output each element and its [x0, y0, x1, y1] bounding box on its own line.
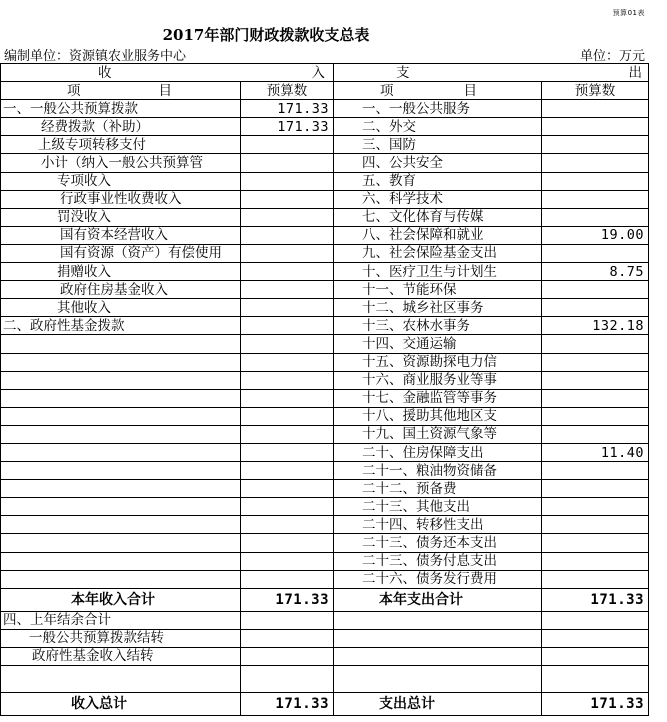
expense-grand-total: 171.33 — [542, 693, 649, 716]
empty-cell — [542, 629, 649, 647]
table-row — [1, 335, 649, 353]
expense-amount — [542, 516, 649, 534]
expense-item: 十七、金融监管等事务 — [334, 389, 542, 407]
carryover-total: 四、上年结余合计 — [1, 611, 241, 629]
expense-item: 五、教育 — [334, 172, 542, 190]
table-row — [1, 425, 649, 443]
expense-amount: 132.18 — [542, 317, 649, 335]
income-item — [1, 425, 241, 443]
income-amount: 171.33 — [241, 100, 334, 118]
income-amount — [241, 389, 334, 407]
table-row — [1, 498, 649, 516]
income-item: 其他收入 — [1, 299, 241, 317]
income-grand-total-label: 收入总计 — [1, 693, 241, 716]
income-item: 经费拨款（补助） — [1, 118, 241, 136]
expense-amount — [542, 154, 649, 172]
expense-amount — [542, 480, 649, 498]
expense-amount — [542, 389, 649, 407]
table-row — [1, 100, 649, 118]
expense-item: 九、社会保险基金支出 — [334, 244, 542, 262]
expense-item: 四、公共安全 — [334, 154, 542, 172]
income-item — [1, 407, 241, 425]
income-amount — [241, 516, 334, 534]
expense-amount: 8.75 — [542, 263, 649, 281]
expense-amount — [542, 299, 649, 317]
income-amount — [241, 299, 334, 317]
income-item — [1, 534, 241, 552]
table-row — [1, 371, 649, 389]
expense-item: 二十一、粮油物资储备 — [334, 462, 542, 480]
income-item — [1, 335, 241, 353]
budget-header-right: 预算数 — [542, 82, 649, 100]
income-amount — [241, 244, 334, 262]
income-amount — [241, 263, 334, 281]
table-row — [1, 118, 649, 136]
table-row — [1, 317, 649, 335]
empty-cell — [542, 611, 649, 629]
income-header: 收 入 — [1, 64, 334, 82]
expense-item: 十、医疗卫生与计划生 — [334, 263, 542, 281]
expense-header: 支 出 — [334, 64, 649, 82]
income-amount: 171.33 — [241, 118, 334, 136]
header-row-2 — [1, 82, 649, 100]
income-amount — [241, 281, 334, 299]
table-row — [1, 263, 649, 281]
year-income-total: 171.33 — [241, 588, 334, 611]
expense-item: 十五、资源勘探电力信 — [334, 353, 542, 371]
income-amount — [241, 552, 334, 570]
year-income-total-label: 本年收入合计 — [1, 588, 241, 611]
table-row — [1, 208, 649, 226]
expense-item: 十四、交通运输 — [334, 335, 542, 353]
income-amount — [241, 172, 334, 190]
expense-item: 一、一般公共服务 — [334, 100, 542, 118]
expense-amount — [542, 208, 649, 226]
expense-item: 十一、节能环保 — [334, 281, 542, 299]
income-amount — [241, 443, 334, 461]
expense-item: 七、文化体育与传媒 — [334, 208, 542, 226]
empty-cell — [542, 647, 649, 665]
expense-amount — [542, 534, 649, 552]
table-row — [1, 172, 649, 190]
income-item — [1, 570, 241, 588]
carryover-fund: 政府性基金收入结转 — [1, 647, 241, 665]
table-row — [1, 570, 649, 588]
income-item: 行政事业性收费收入 — [1, 190, 241, 208]
income-item: 专项收入 — [1, 172, 241, 190]
expense-item: 十三、农林水事务 — [334, 317, 542, 335]
table-row — [1, 552, 649, 570]
expense-amount — [542, 552, 649, 570]
table-row — [1, 281, 649, 299]
carryover-general: 一般公共预算拨款结转 — [1, 629, 241, 647]
table-row — [1, 534, 649, 552]
income-amount — [241, 570, 334, 588]
expense-amount — [542, 570, 649, 588]
income-item — [1, 353, 241, 371]
year-total-row — [1, 588, 649, 611]
income-amount — [241, 498, 334, 516]
empty-cell — [542, 666, 649, 693]
table-row — [1, 244, 649, 262]
income-amount — [241, 190, 334, 208]
expense-item: 二十四、转移性支出 — [334, 516, 542, 534]
expense-item: 二十、住房保障支出 — [334, 443, 542, 461]
expense-item: 二、外交 — [334, 118, 542, 136]
income-amount — [241, 462, 334, 480]
empty-cell — [334, 647, 542, 665]
income-item: 捐赠收入 — [1, 263, 241, 281]
table-row — [1, 389, 649, 407]
expense-amount — [542, 371, 649, 389]
year-expense-total-label: 本年支出合计 — [334, 588, 542, 611]
currency-unit: 单位：万元 — [579, 49, 645, 64]
expense-amount — [542, 425, 649, 443]
expense-amount — [542, 136, 649, 154]
empty-cell — [334, 611, 542, 629]
table-row — [1, 629, 649, 647]
empty-cell — [334, 666, 542, 693]
income-amount — [241, 226, 334, 244]
empty-cell — [1, 666, 241, 693]
expense-item: 六、科学技术 — [334, 190, 542, 208]
income-item — [1, 389, 241, 407]
empty-cell — [241, 647, 334, 665]
expense-item: 二十三、其他支出 — [334, 498, 542, 516]
income-amount — [241, 317, 334, 335]
income-amount — [241, 480, 334, 498]
table-row — [1, 353, 649, 371]
expense-item: 二十三、债务还本支出 — [334, 534, 542, 552]
expense-item: 二十六、债务发行费用 — [334, 570, 542, 588]
item-header-right: 项 目 — [334, 82, 542, 100]
expense-amount — [542, 335, 649, 353]
income-amount — [241, 136, 334, 154]
expense-item: 二十三、债务付息支出 — [334, 552, 542, 570]
income-item — [1, 552, 241, 570]
expense-amount — [542, 407, 649, 425]
expense-amount — [542, 100, 649, 118]
budget-table — [0, 63, 649, 716]
expense-item: 十八、援助其他地区支 — [334, 407, 542, 425]
table-row — [1, 299, 649, 317]
table-row — [1, 647, 649, 665]
table-row — [1, 226, 649, 244]
income-amount — [241, 353, 334, 371]
income-item: 罚没收入 — [1, 208, 241, 226]
table-row — [1, 136, 649, 154]
empty-cell — [334, 629, 542, 647]
income-item: 国有资本经营收入 — [1, 226, 241, 244]
income-item: 上级专项转移支付 — [1, 136, 241, 154]
expense-amount — [542, 281, 649, 299]
expense-amount — [542, 244, 649, 262]
table-row — [1, 154, 649, 172]
expense-amount — [542, 190, 649, 208]
item-header-left: 项 目 — [1, 82, 241, 100]
empty-cell — [241, 629, 334, 647]
income-grand-total: 171.33 — [241, 693, 334, 716]
income-item — [1, 516, 241, 534]
expense-amount: 11.40 — [542, 443, 649, 461]
income-item — [1, 462, 241, 480]
table-row — [1, 516, 649, 534]
expense-item: 八、社会保障和就业 — [334, 226, 542, 244]
income-amount — [241, 208, 334, 226]
table-row — [1, 443, 649, 461]
table-row — [1, 611, 649, 629]
income-item: 国有资源（资产）有偿使用 — [1, 244, 241, 262]
expense-grand-total-label: 支出总计 — [334, 693, 542, 716]
expense-item: 二十二、预备费 — [334, 480, 542, 498]
table-row — [1, 462, 649, 480]
income-amount — [241, 371, 334, 389]
compiling-unit: 编制单位：资源镇农业服务中心 — [4, 49, 187, 64]
expense-amount — [542, 462, 649, 480]
page-title: 2017年部门财政拨款收支总表 — [162, 26, 370, 44]
empty-cell — [241, 666, 334, 693]
expense-amount: 19.00 — [542, 226, 649, 244]
expense-item: 十二、城乡社区事务 — [334, 299, 542, 317]
table-row — [1, 480, 649, 498]
income-item: 政府住房基金收入 — [1, 281, 241, 299]
header-row-1 — [1, 64, 649, 82]
expense-amount — [542, 498, 649, 516]
income-amount — [241, 154, 334, 172]
income-amount — [241, 335, 334, 353]
budget-header-left: 预算数 — [241, 82, 334, 100]
expense-amount — [542, 353, 649, 371]
income-amount — [241, 407, 334, 425]
year-expense-total: 171.33 — [542, 588, 649, 611]
income-item: 小计（纳入一般公共预算管 — [1, 154, 241, 172]
expense-item: 十六、商业服务业等事 — [334, 371, 542, 389]
empty-cell — [241, 611, 334, 629]
income-item — [1, 498, 241, 516]
income-amount — [241, 534, 334, 552]
expense-item: 三、国防 — [334, 136, 542, 154]
expense-amount — [542, 118, 649, 136]
expense-item: 十九、国土资源气象等 — [334, 425, 542, 443]
income-item — [1, 371, 241, 389]
expense-amount — [542, 172, 649, 190]
income-item: 一、一般公共预算拨款 — [1, 100, 241, 118]
form-code: 预算01表 — [612, 9, 645, 17]
income-amount — [241, 425, 334, 443]
table-row — [1, 407, 649, 425]
table-row — [1, 666, 649, 693]
table-row — [1, 190, 649, 208]
income-item — [1, 443, 241, 461]
grand-total-row — [1, 693, 649, 716]
income-item — [1, 480, 241, 498]
income-item: 二、政府性基金拨款 — [1, 317, 241, 335]
